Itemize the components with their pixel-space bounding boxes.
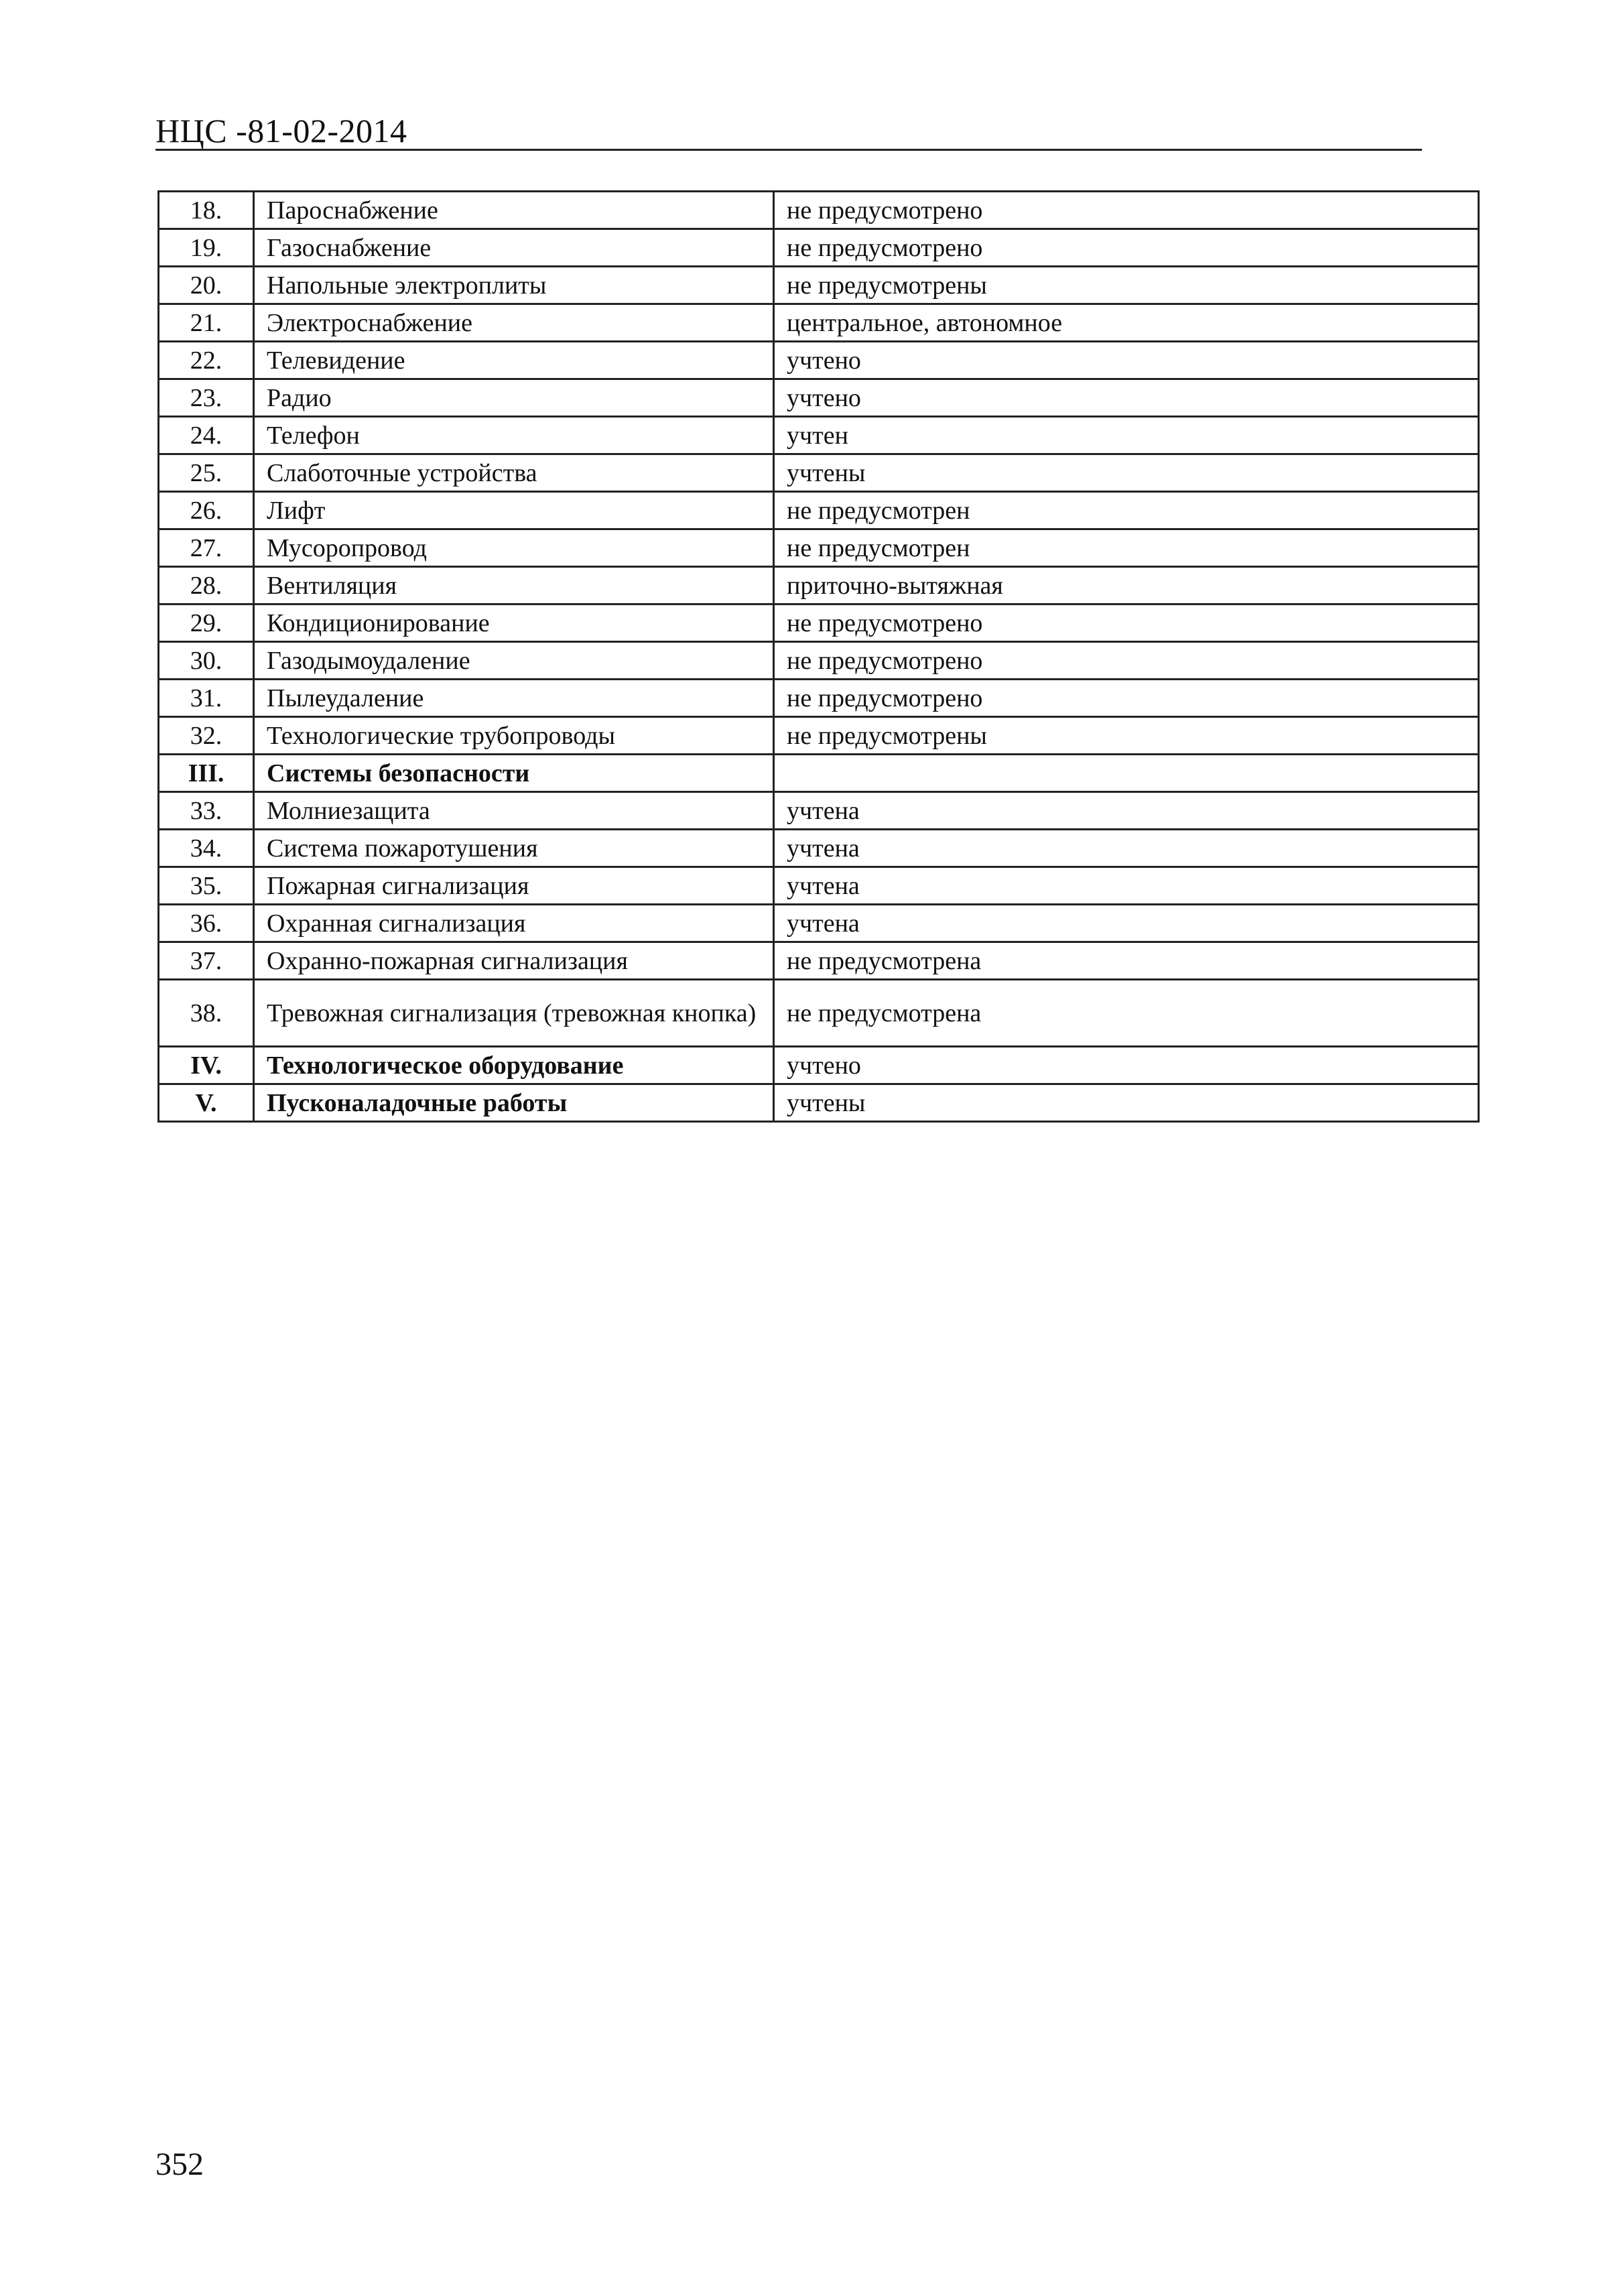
row-name: Электроснабжение [254,304,774,342]
row-name: Пожарная сигнализация [254,867,774,905]
row-name: Молниезащита [254,792,774,830]
section-title: Пусконаладочные работы [254,1084,774,1122]
section-number: V. [159,1084,254,1122]
header-divider [155,149,1422,151]
row-name: Вентиляция [254,567,774,604]
row-name: Радио [254,379,774,417]
row-name: Система пожаротушения [254,830,774,867]
row-number: 22. [159,342,254,379]
table-row [159,604,1479,642]
table-row [159,379,1479,417]
row-value: учтена [774,830,1479,867]
page-number: 352 [155,2147,204,2182]
row-name: Пароснабжение [254,192,774,229]
row-number: 38. [159,980,254,1047]
specification-table [157,190,1480,1123]
row-value: учтено [774,342,1479,379]
row-name: Мусоропровод [254,529,774,567]
row-name: Напольные электроплиты [254,267,774,304]
table-row [159,492,1479,529]
row-number: 25. [159,454,254,492]
row-number: 21. [159,304,254,342]
table-row [159,717,1479,755]
row-name: Тревожная сигнализация (тревожная кнопка) [254,980,774,1047]
row-value: учтены [774,454,1479,492]
row-name: Слаботочные устройства [254,454,774,492]
table-row [159,267,1479,304]
row-value: центральное, автономное [774,304,1479,342]
row-value: не предусмотрено [774,229,1479,267]
row-value: учтено [774,379,1479,417]
row-number: 20. [159,267,254,304]
section-title: Системы безопасности [254,755,774,792]
row-name: Газодымоудаление [254,642,774,680]
table-row [159,529,1479,567]
row-value: не предусмотрено [774,192,1479,229]
table-row [159,980,1479,1047]
row-number: 32. [159,717,254,755]
row-name: Охранная сигнализация [254,905,774,942]
row-number: 36. [159,905,254,942]
document-code-header: НЦС -81-02-2014 [155,112,407,149]
table-row [159,342,1479,379]
row-value: учтена [774,905,1479,942]
table-row [159,642,1479,680]
row-value: учтен [774,417,1479,454]
row-value: не предусмотрены [774,717,1479,755]
row-number: 28. [159,567,254,604]
row-value: учтено [774,1047,1479,1084]
row-number: 18. [159,192,254,229]
table-row [159,680,1479,717]
section-row-commissioning-works [159,1084,1479,1122]
row-name: Пылеудаление [254,680,774,717]
section-number: IV. [159,1047,254,1084]
row-number: 35. [159,867,254,905]
row-number: 34. [159,830,254,867]
row-value: учтена [774,867,1479,905]
row-number: 26. [159,492,254,529]
row-number: 29. [159,604,254,642]
row-name: Телефон [254,417,774,454]
row-value: не предусмотрено [774,642,1479,680]
table-row [159,417,1479,454]
table-row [159,454,1479,492]
table-row [159,830,1479,867]
table-row [159,942,1479,980]
row-name: Кондиционирование [254,604,774,642]
row-number: 23. [159,379,254,417]
table-row [159,304,1479,342]
row-name: Лифт [254,492,774,529]
section-title: Технологическое оборудование [254,1047,774,1084]
row-value: не предусмотрена [774,980,1479,1047]
row-name: Газоснабжение [254,229,774,267]
row-number: 31. [159,680,254,717]
table-row [159,567,1479,604]
row-number: 30. [159,642,254,680]
row-value: не предусмотрено [774,680,1479,717]
row-value [774,755,1479,792]
row-value: учтены [774,1084,1479,1122]
row-value: приточно-вытяжная [774,567,1479,604]
row-value: не предусмотрено [774,604,1479,642]
row-value: не предусмотрена [774,942,1479,980]
row-name: Телевидение [254,342,774,379]
table-row [159,792,1479,830]
table-row [159,905,1479,942]
row-name: Охранно-пожарная сигнализация [254,942,774,980]
table-row [159,867,1479,905]
row-value: не предусмотрены [774,267,1479,304]
row-number: 19. [159,229,254,267]
row-value: учтена [774,792,1479,830]
row-number: 37. [159,942,254,980]
section-row-safety-systems [159,755,1479,792]
table-row [159,229,1479,267]
row-number: 33. [159,792,254,830]
table-row [159,192,1479,229]
row-value: не предусмотрен [774,492,1479,529]
row-name: Технологические трубопроводы [254,717,774,755]
row-number: 24. [159,417,254,454]
section-number: III. [159,755,254,792]
row-number: 27. [159,529,254,567]
row-value: не предусмотрен [774,529,1479,567]
section-row-technological-equipment [159,1047,1479,1084]
